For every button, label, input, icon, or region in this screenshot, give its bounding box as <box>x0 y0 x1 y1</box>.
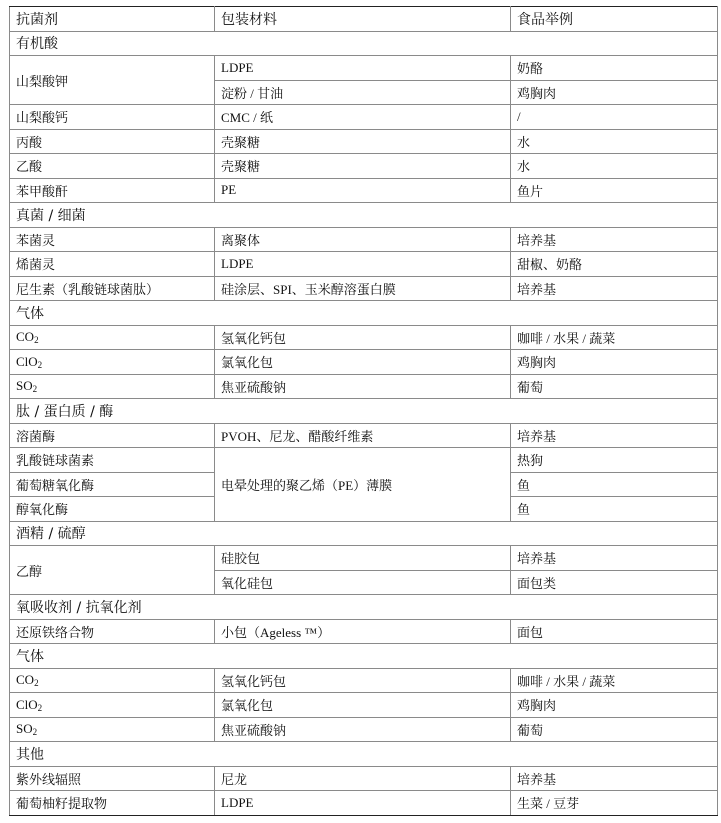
food-cell: 面包类 <box>511 570 718 595</box>
food-cell: 热狗 <box>511 448 718 473</box>
formula-main: CO <box>16 329 35 345</box>
section-peptide-protein-enzyme: 肽 / 蛋白质 / 酶 <box>10 399 718 424</box>
food-cell: / <box>511 105 718 130</box>
formula-main: ClO <box>16 696 38 712</box>
header-agent: 抗菌剂 <box>10 7 215 32</box>
food-cell: 鸡胸肉 <box>511 693 718 718</box>
agent-cell: 苯菌灵 <box>10 227 215 252</box>
food-cell: 葡萄 <box>511 717 718 742</box>
material-cell: 氧化硅包 <box>215 570 511 595</box>
material-cell: CMC / 纸 <box>215 105 511 130</box>
food-cell: 鸡胸肉 <box>511 80 718 105</box>
material-cell: 氢氧化钙包 <box>215 325 511 350</box>
agent-cell: 葡萄糖氧化酶 <box>10 472 215 497</box>
section-gas: 气体 <box>10 301 718 326</box>
agent-cell: 乙酸 <box>10 154 215 179</box>
table-row <box>10 766 718 791</box>
agent-cell: 山梨酸钾 <box>10 56 215 105</box>
food-cell: 生菜 / 豆芽 <box>511 791 718 816</box>
material-cell: 氢氧化钙包 <box>215 668 511 693</box>
food-cell: 鱼 <box>511 497 718 522</box>
table-row <box>10 178 718 203</box>
section-row <box>10 203 718 228</box>
section-alcohol-thiol: 酒精 / 硫醇 <box>10 521 718 546</box>
agent-cell <box>10 374 215 399</box>
table-row <box>10 717 718 742</box>
agent-cell: 紫外线辐照 <box>10 766 215 791</box>
table-row <box>10 791 718 816</box>
material-cell: 尼龙 <box>215 766 511 791</box>
food-cell: 培养基 <box>511 423 718 448</box>
agent-cell: 丙酸 <box>10 129 215 154</box>
agent-cell <box>10 325 215 350</box>
material-cell: 氯氧化包 <box>215 693 511 718</box>
table-row <box>10 693 718 718</box>
material-cell: LDPE <box>215 56 511 81</box>
formula-subscript: 2 <box>37 359 43 370</box>
food-cell: 葡萄 <box>511 374 718 399</box>
agent-cell: 尼生素（乳酸链球菌肽） <box>10 276 215 301</box>
material-cell: 硅胶包 <box>215 546 511 571</box>
table-row <box>10 105 718 130</box>
table-row <box>10 129 718 154</box>
table-row <box>10 252 718 277</box>
material-cell: 焦亚硫酸钠 <box>215 717 511 742</box>
food-cell: 鸡胸肉 <box>511 350 718 375</box>
section-row <box>10 742 718 767</box>
agent-cell: 山梨酸钙 <box>10 105 215 130</box>
food-cell: 培养基 <box>511 227 718 252</box>
formula-main: CO <box>16 672 35 688</box>
material-cell: 硅涂层、SPI、玉米醇溶蛋白膜 <box>215 276 511 301</box>
agent-cell <box>10 350 215 375</box>
material-cell: 壳聚糖 <box>215 129 511 154</box>
food-cell: 咖啡 / 水果 / 蔬菜 <box>511 668 718 693</box>
material-cell: 焦亚硫酸钠 <box>215 374 511 399</box>
formula-subscript: 2 <box>37 702 43 713</box>
formula-subscript: 2 <box>34 678 39 689</box>
table-row <box>10 276 718 301</box>
agent-cell: 乳酸链球菌素 <box>10 448 215 473</box>
table-row <box>10 325 718 350</box>
food-cell: 咖啡 / 水果 / 蔬菜 <box>511 325 718 350</box>
section-row <box>10 521 718 546</box>
agent-cell: 还原铁络合物 <box>10 619 215 644</box>
material-cell: PE <box>215 178 511 203</box>
table-row <box>10 423 718 448</box>
formula-main: SO <box>16 378 33 394</box>
formula-subscript: 2 <box>32 727 38 738</box>
formula-subscript: 2 <box>32 384 38 395</box>
section-row <box>10 644 718 669</box>
antimicrobial-packaging-table <box>9 6 718 816</box>
material-cell: 壳聚糖 <box>215 154 511 179</box>
agent-cell: 醇氧化酶 <box>10 497 215 522</box>
material-cell: LDPE <box>215 252 511 277</box>
agent-cell <box>10 717 215 742</box>
agent-cell: 烯菌灵 <box>10 252 215 277</box>
agent-cell: 乙醇 <box>10 546 215 595</box>
table-row <box>10 154 718 179</box>
table-row <box>10 546 718 571</box>
food-cell: 面包 <box>511 619 718 644</box>
food-cell: 培养基 <box>511 276 718 301</box>
food-cell: 水 <box>511 154 718 179</box>
table-row <box>10 227 718 252</box>
section-row <box>10 31 718 56</box>
agent-cell <box>10 668 215 693</box>
material-cell: 淀粉 / 甘油 <box>215 80 511 105</box>
material-cell: 离聚体 <box>215 227 511 252</box>
agent-cell <box>10 693 215 718</box>
header-material: 包装材料 <box>215 7 511 32</box>
section-gas: 气体 <box>10 644 718 669</box>
section-row <box>10 399 718 424</box>
agent-cell: 葡萄柚籽提取物 <box>10 791 215 816</box>
material-cell: 小包（Ageless ™） <box>215 619 511 644</box>
food-cell: 奶酪 <box>511 56 718 81</box>
table-row <box>10 448 718 473</box>
food-cell: 甜椒、奶酪 <box>511 252 718 277</box>
material-cell: PVOH、尼龙、醋酸纤维素 <box>215 423 511 448</box>
section-row <box>10 595 718 620</box>
section-oxygen-absorber: 氧吸收剂 / 抗氧化剂 <box>10 595 718 620</box>
table-row <box>10 619 718 644</box>
food-cell: 培养基 <box>511 766 718 791</box>
section-organic-acid: 有机酸 <box>10 31 718 56</box>
table-row <box>10 56 718 81</box>
section-other: 其他 <box>10 742 718 767</box>
material-cell: 氯氧化包 <box>215 350 511 375</box>
agent-cell: 溶菌酶 <box>10 423 215 448</box>
table-row <box>10 350 718 375</box>
header-row <box>10 7 718 32</box>
section-fungi-bacteria: 真菌 / 细菌 <box>10 203 718 228</box>
food-cell: 鱼 <box>511 472 718 497</box>
formula-main: ClO <box>16 353 38 369</box>
section-row <box>10 301 718 326</box>
header-food: 食品举例 <box>511 7 718 32</box>
food-cell: 鱼片 <box>511 178 718 203</box>
formula-subscript: 2 <box>34 335 39 346</box>
table-row <box>10 374 718 399</box>
formula-main: SO <box>16 721 33 737</box>
food-cell: 培养基 <box>511 546 718 571</box>
material-cell: LDPE <box>215 791 511 816</box>
table-row <box>10 668 718 693</box>
material-cell: 电晕处理的聚乙烯（PE）薄膜 <box>215 448 511 522</box>
food-cell: 水 <box>511 129 718 154</box>
agent-cell: 苯甲酸酐 <box>10 178 215 203</box>
